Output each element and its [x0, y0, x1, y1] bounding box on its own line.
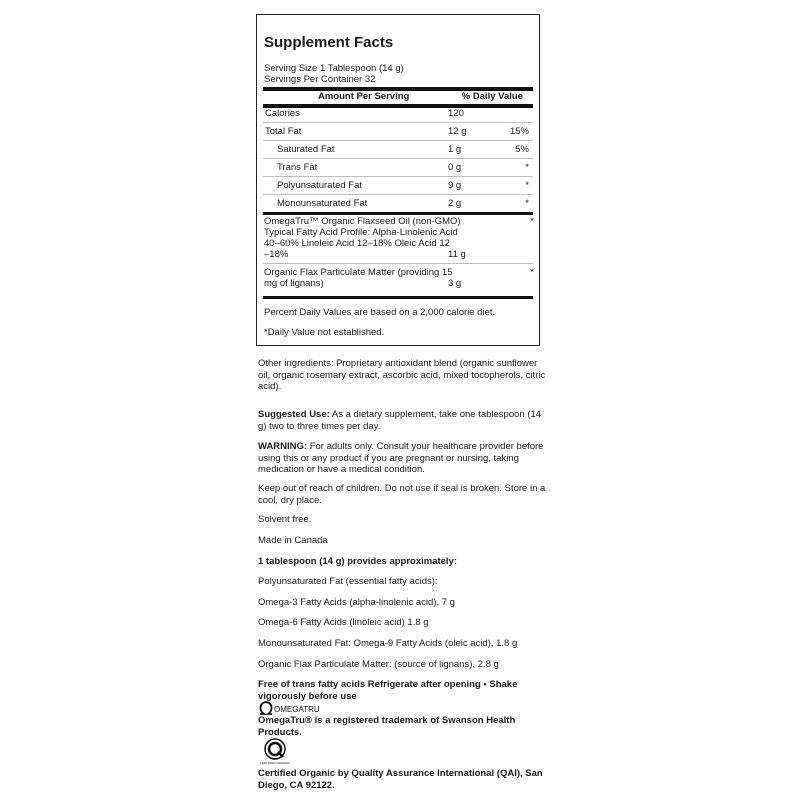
warning-label: WARNING:: [258, 441, 308, 452]
row-rule: [263, 263, 533, 264]
particulate-line: mg of lignans): [264, 278, 324, 289]
row-name: Total Fat: [265, 126, 302, 137]
particulate-row: [264, 267, 534, 289]
row-amount: 12 g: [448, 126, 467, 137]
panel-title: Supplement Facts: [264, 34, 394, 51]
free-of-notice: Free of trans fatty acids Refrigerate after opening • Shake vigorously before use: [258, 679, 518, 702]
row-rule: [263, 122, 533, 123]
row-rule: [263, 176, 533, 177]
omega6-line: Omega-6 Fatty Acids (linoleic acid) 1.8 g: [258, 617, 429, 628]
thick-rule-mid: [263, 212, 533, 215]
row-rule: [263, 194, 533, 195]
table-header: [263, 91, 533, 103]
mono-line: Monounsaturated Fat: Omega-9 Fatty Acids (oleic acid), 1.8 g: [258, 638, 518, 649]
keep-out-notice: Keep out of reach of children. Do not use if seal is broken. Store in a cool, dry place.: [258, 483, 546, 506]
row-dv: *: [525, 162, 529, 173]
row-name: Trans Fat: [277, 162, 318, 173]
row-amount: 1 g: [448, 144, 462, 155]
flax-oil-line: Typical Fatty Acid Profile: Alpha-Linolenic Acid: [264, 227, 458, 238]
suggested-use-text: As a dietary supplement, take one tablespoon (14 g) two to three times per day.: [258, 409, 542, 432]
qai-seal-text: CERTIFIED ORGANIC: [259, 761, 291, 765]
row-name: Calories: [265, 108, 300, 119]
omegatru-logo: [258, 700, 328, 716]
solvent-free: Solvent free.: [258, 514, 312, 525]
flax-oil-dv: *: [530, 216, 534, 227]
row-amount: 0 g: [448, 162, 462, 173]
certified-organic-notice: Certified Organic by Quality Assurance International (QAI), San Diego, CA 92122.: [258, 768, 543, 791]
flax-oil-line: OmegaTru™ Organic Flaxseed Oil (non-GMO): [264, 216, 461, 227]
flax-oil-last-line: [264, 249, 534, 260]
warning-text: For adults only. Consult your healthcare provider before using this or any product if you are pregnant or nursing, taking medication or have a medical condition.: [258, 441, 544, 475]
row-amount: 120: [448, 108, 464, 119]
row-dv: 5%: [515, 144, 529, 155]
made-in: Made in Canada: [258, 535, 328, 546]
omega-icon: [258, 700, 328, 716]
particulate-amount: 3 g: [448, 278, 462, 289]
qai-seal-icon: [259, 738, 291, 766]
poly-heading: Polyunsaturated Fat (essential fatty acids):: [258, 576, 438, 587]
omegatru-logo-text: OMEGATRU: [274, 705, 320, 714]
row-amount: 2 g: [448, 198, 462, 209]
thick-rule-header: [263, 104, 533, 108]
row-rule: [263, 158, 533, 159]
other-ingredients: Other ingredients: Proprietary antioxidant blend (organic sunflower oil, organic rosemary extract, ascorbic acid, mixed tocopherols, citric acid).: [258, 358, 546, 392]
row-rule: [263, 140, 533, 141]
supplement-facts-panel: [256, 14, 540, 346]
particulate-last-line: [264, 278, 534, 289]
flax-oil-line: 40–60% Linoleic Acid 12–18% Oleic Acid 12: [264, 238, 450, 249]
omega3-line: Omega-3 Fatty Acids (alpha-linolenic acid), 7 g: [258, 597, 455, 608]
particulate-line: Organic Flax Particulate Matter (providing 15: [264, 267, 453, 278]
suggested-use-label: Suggested Use:: [258, 409, 330, 420]
row-name: Polyunsaturated Fat: [277, 180, 363, 191]
thick-rule-bottom: [263, 296, 533, 299]
particulate-line: Organic Flax Particulate Matter: (source of lignans), 2.8 g: [258, 659, 499, 670]
particulate-dv: *: [530, 267, 534, 278]
warning: [258, 441, 548, 476]
flax-oil-line: –18%: [264, 249, 289, 260]
trademark-notice: OmegaTru® is a registered trademark of Swanson Health Products.: [258, 715, 516, 738]
row-name: Monounsaturated Fat: [277, 198, 368, 209]
row-amount: 9 g: [448, 180, 462, 191]
row-dv: *: [525, 198, 529, 209]
qai-certified-organic-seal: [259, 738, 291, 766]
serving-info: [264, 63, 404, 85]
daily-value-not-established: *Daily Value not established.: [264, 327, 385, 338]
daily-value-note: Percent Daily Values are based on a 2,000 calorie diet.: [264, 307, 496, 318]
row-dv: *: [525, 180, 529, 191]
row-dv: 15%: [509, 126, 529, 137]
flax-oil-row: [264, 216, 534, 260]
serving-size: Serving Size 1 Tablespoon (14 g): [264, 63, 404, 74]
flax-oil-amount: 11 g: [448, 249, 466, 260]
header-daily-value: % Daily Value: [461, 91, 523, 102]
header-amount: Amount Per Serving: [318, 91, 410, 102]
suggested-use: [258, 409, 548, 432]
row-name: Saturated Fat: [277, 144, 335, 155]
servings-per-container: Servings Per Container 32: [264, 74, 376, 85]
provides-heading: 1 tablespoon (14 g) provides approximately:: [258, 556, 458, 567]
